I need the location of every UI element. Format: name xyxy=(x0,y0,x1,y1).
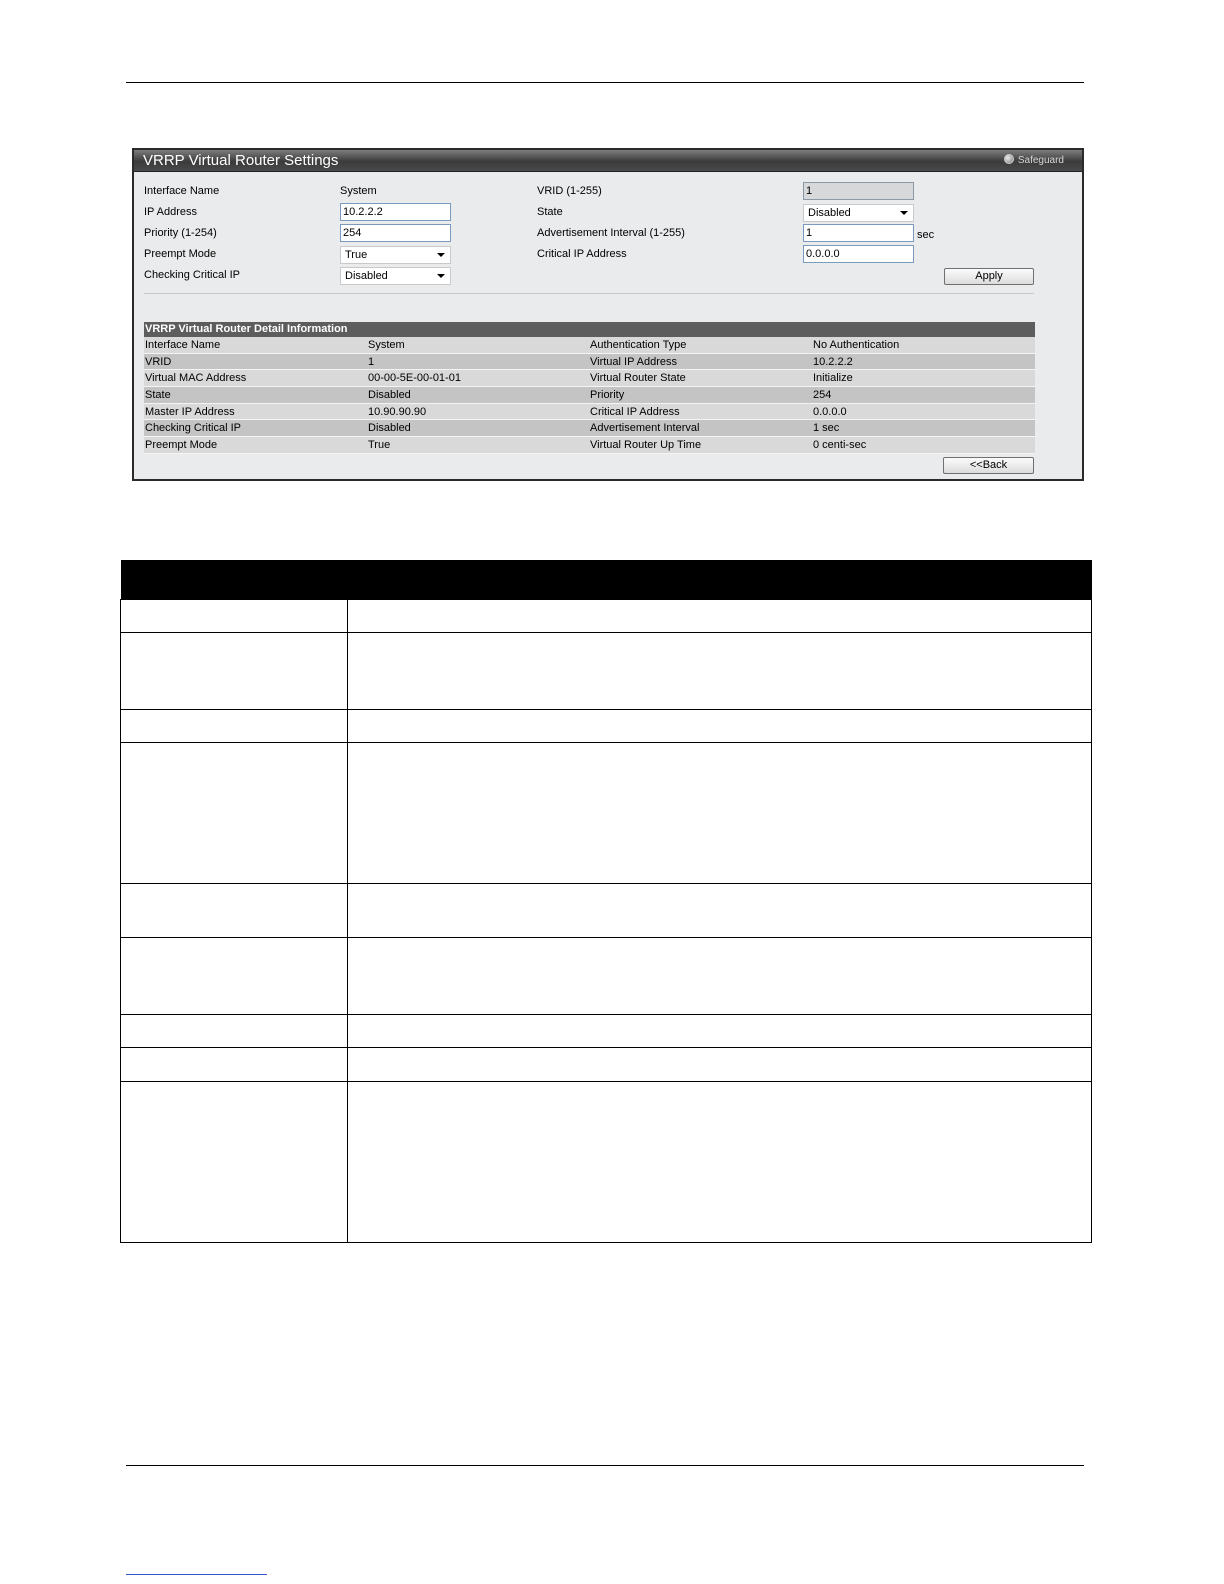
checking-critical-ip-selected: Disabled xyxy=(345,270,388,282)
state-label: State xyxy=(537,206,563,218)
detail-label: Interface Name xyxy=(145,339,221,351)
chevron-down-icon xyxy=(437,253,445,257)
checking-critical-ip-label: Checking Critical IP xyxy=(144,269,240,281)
detail-value: True xyxy=(368,439,391,452)
table-row xyxy=(121,883,348,937)
table-row xyxy=(144,387,1035,404)
state-selected: Disabled xyxy=(808,207,851,219)
preempt-mode-selected: True xyxy=(345,249,368,261)
detail-label: Master IP Address xyxy=(145,405,235,418)
table-row xyxy=(144,337,1035,354)
footer-rule xyxy=(126,1465,1084,1466)
ip-address-label: IP Address xyxy=(144,206,197,218)
detail-value: 0.0.0.0 xyxy=(813,405,847,418)
detail-value: 1 sec xyxy=(813,422,840,435)
apply-button[interactable]: Apply xyxy=(944,268,1034,285)
table-row xyxy=(144,370,1035,387)
critical-ip-address-label: Critical IP Address xyxy=(537,248,627,260)
safeguard-label: Safeguard xyxy=(1017,155,1064,166)
advertisement-interval-unit: sec xyxy=(917,229,935,241)
detail-label: VRID xyxy=(145,355,172,368)
vrrp-settings-panel xyxy=(132,148,1084,481)
detail-label: Virtual Router State xyxy=(590,372,686,385)
priority-label: Priority (1-254) xyxy=(144,227,217,239)
panel-title: VRRP Virtual Router Settings xyxy=(143,152,339,169)
chevron-down-icon xyxy=(900,211,908,215)
table-row xyxy=(121,937,348,1014)
back-button[interactable]: <<Back xyxy=(943,457,1034,474)
checking-critical-ip-select[interactable] xyxy=(340,267,451,285)
detail-value: 1 xyxy=(368,355,375,368)
detail-label: Priority xyxy=(590,389,625,402)
detail-value: 254 xyxy=(813,389,832,402)
safeguard-icon xyxy=(1004,154,1014,164)
detail-value: No Authentication xyxy=(813,339,900,351)
detail-value: Disabled xyxy=(368,389,411,402)
detail-label: Advertisement Interval xyxy=(590,422,700,435)
detail-value: 10.90.90.90 xyxy=(368,405,427,418)
detail-label: Virtual Router Up Time xyxy=(590,439,702,452)
table-row xyxy=(121,1081,348,1242)
ip-address-input[interactable]: 10.2.2.2 xyxy=(340,203,451,221)
preempt-mode-label: Preempt Mode xyxy=(144,248,217,260)
detail-value: Initialize xyxy=(813,372,853,385)
detail-label: Virtual MAC Address xyxy=(145,372,247,385)
vrid-input: 1 xyxy=(803,182,914,200)
table-row xyxy=(121,632,348,709)
table-row xyxy=(121,1047,348,1081)
detail-value: System xyxy=(368,339,405,351)
panel-title-bar xyxy=(134,150,1082,172)
priority-input[interactable]: 254 xyxy=(340,224,451,242)
table-row xyxy=(121,1014,348,1047)
table-row xyxy=(144,354,1035,371)
advertisement-interval-input[interactable]: 1 xyxy=(803,224,914,242)
detail-label: Checking Critical IP xyxy=(145,422,241,435)
form-divider xyxy=(144,293,1034,294)
detail-label: Virtual IP Address xyxy=(590,355,678,368)
table-row xyxy=(121,599,348,632)
description-table-header xyxy=(121,560,1092,599)
header-rule xyxy=(126,82,1084,83)
table-row xyxy=(121,709,348,742)
detail-value: Disabled xyxy=(368,422,411,435)
advertisement-interval-label: Advertisement Interval (1-255) xyxy=(537,227,685,239)
safeguard-indicator xyxy=(1004,150,1064,172)
detail-table-body xyxy=(144,337,1035,454)
state-select[interactable] xyxy=(803,204,914,222)
interface-name-value: System xyxy=(340,185,377,197)
table-row xyxy=(121,742,348,883)
vrid-label: VRID (1-255) xyxy=(537,185,602,197)
detail-value: 10.2.2.2 xyxy=(813,355,853,368)
preempt-mode-select[interactable] xyxy=(340,246,451,264)
chevron-down-icon xyxy=(437,274,445,278)
detail-label: Preempt Mode xyxy=(145,439,218,452)
table-row xyxy=(144,437,1035,454)
interface-name-label: Interface Name xyxy=(144,185,220,197)
parameter-description-table xyxy=(120,560,1092,1243)
footer-link-underline xyxy=(126,1574,267,1575)
detail-label: State xyxy=(145,389,171,402)
critical-ip-address-input[interactable]: 0.0.0.0 xyxy=(803,245,914,263)
detail-label: Critical IP Address xyxy=(590,405,680,418)
detail-table-header: VRRP Virtual Router Detail Information xyxy=(144,322,1035,337)
detail-information-table xyxy=(144,322,1035,454)
detail-value: 0 centi-sec xyxy=(813,439,867,452)
table-row xyxy=(144,404,1035,421)
detail-label: Authentication Type xyxy=(590,339,687,351)
table-row xyxy=(144,420,1035,437)
detail-value: 00-00-5E-00-01-01 xyxy=(368,372,461,385)
